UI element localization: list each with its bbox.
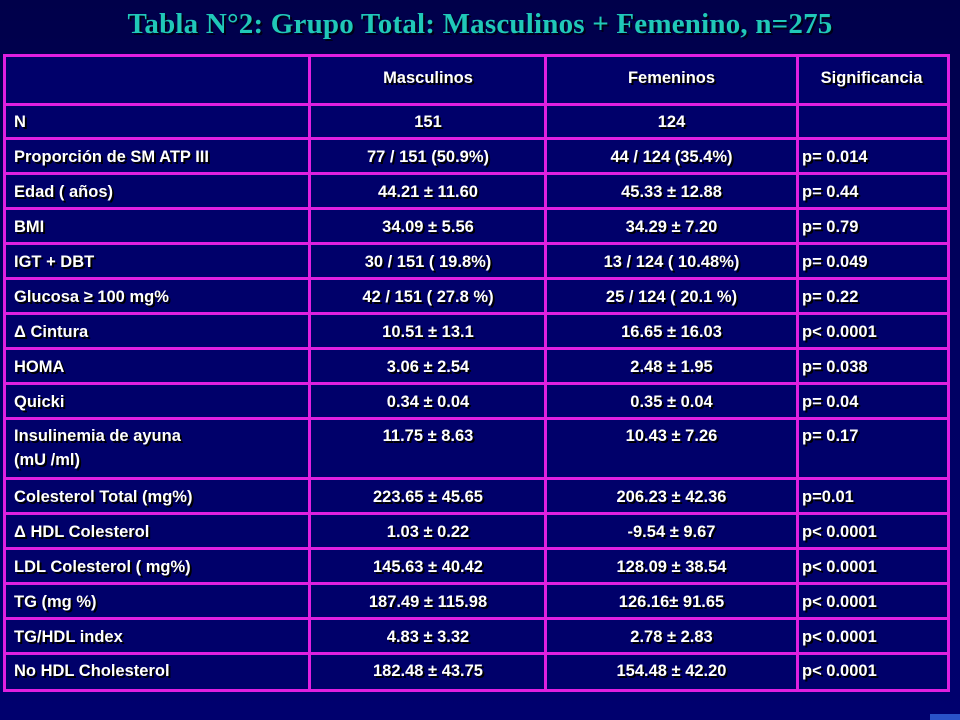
row-label: Edad ( años): [14, 183, 114, 201]
significance-cell: p= 0.014: [802, 148, 868, 166]
row-label: HOMA: [14, 358, 65, 376]
significance-cell: p< 0.0001: [802, 628, 877, 646]
table-cell: 151: [414, 113, 442, 131]
table-cell: 44.21 ± 11.60: [378, 183, 478, 201]
table-cell: 223.65 ± 45.65: [373, 488, 483, 506]
page-title: Tabla N°2: Grupo Total: Masculinos + Femenino, n=275: [127, 8, 833, 40]
table-cell: 2.78 ± 2.83: [630, 628, 713, 646]
significance-cell: p< 0.0001: [802, 593, 877, 611]
row-label: BMI: [14, 218, 45, 236]
row-label: Δ Cintura: [14, 323, 89, 341]
table-cell: 206.23 ± 42.36: [616, 488, 727, 506]
significance-cell: p=0.01: [802, 488, 854, 506]
table-hline: [6, 207, 947, 210]
table-cell: 4.83 ± 3.32: [386, 628, 470, 646]
significance-cell: p= 0.79: [802, 218, 859, 236]
table-hline: [6, 417, 947, 420]
significance-cell: p= 0.049: [802, 253, 868, 271]
table-cell: 124: [657, 113, 686, 131]
significance-cell: p= 0.44: [802, 183, 859, 201]
table-cell: 34.29 ± 7.20: [625, 218, 718, 236]
significance-cell: p< 0.0001: [802, 323, 877, 341]
table-hline: [6, 652, 947, 655]
table-cell: 25 / 124 ( 20.1 %): [605, 288, 738, 306]
table-cell: -9.54 ± 9.67: [627, 523, 716, 541]
table-cell: 44 / 124 (35.4%): [610, 148, 733, 166]
table-cell: 16.65 ± 16.03: [621, 323, 722, 341]
table-hline: [6, 617, 947, 620]
row-label: LDL Colesterol ( mg%): [14, 558, 191, 576]
table-cell: 13 / 124 ( 10.48%): [603, 253, 740, 271]
table-cell: 154.48 ± 42.20: [616, 662, 727, 680]
table-hline: [6, 312, 947, 315]
table-cell: 2.48 ± 1.95: [630, 358, 713, 376]
table-cell: 0.35 ± 0.04: [630, 393, 713, 411]
row-label: Δ HDL Colesterol: [14, 523, 150, 541]
row-label: Insulinemia de ayuna: [14, 427, 181, 445]
significance-cell: p< 0.0001: [802, 662, 877, 680]
significance-cell: p= 0.038: [802, 358, 868, 376]
corner-accent: [930, 714, 960, 720]
row-label: TG (mg %): [14, 593, 97, 611]
column-header: Significancia: [820, 69, 923, 87]
table-hline: [6, 172, 947, 175]
table-cell: 128.09 ± 38.54: [616, 558, 727, 576]
table-cell: 3.06 ± 2.54: [386, 358, 470, 376]
table-cell: 0.34 ± 0.04: [386, 393, 470, 411]
table-hline: [6, 547, 947, 550]
row-label: N: [14, 113, 26, 131]
row-label: Colesterol Total (mg%): [14, 488, 193, 506]
significance-cell: p= 0.04: [802, 393, 859, 411]
table-hline: [6, 382, 947, 385]
row-label: Quicki: [14, 393, 65, 411]
significance-cell: p= 0.17: [802, 427, 859, 445]
table-hline: [6, 103, 947, 106]
row-label: Glucosa ≥ 100 mg%: [14, 288, 169, 306]
column-header: Femeninos: [627, 69, 716, 87]
table-cell: 10.51 ± 13.1: [382, 323, 474, 341]
table-cell: 182.48 ± 43.75: [373, 662, 483, 680]
row-label: TG/HDL index: [14, 628, 123, 646]
significance-cell: p< 0.0001: [802, 558, 877, 576]
table-hline: [6, 477, 947, 480]
row-label: Proporción de SM ATP III: [14, 148, 209, 166]
table-cell: 42 / 151 ( 27.8 %): [362, 288, 494, 306]
table-cell: 34.09 ± 5.56: [382, 218, 474, 236]
significance-cell: p< 0.0001: [802, 523, 877, 541]
table-hline: [6, 137, 947, 140]
table-cell: 126.16± 91.65: [618, 593, 725, 611]
row-label-unit: (mU /ml): [14, 451, 80, 469]
table-hline: [6, 242, 947, 245]
table-cell: 145.63 ± 40.42: [373, 558, 483, 576]
table-cell: 1.03 ± 0.22: [386, 523, 470, 541]
table-cell: 77 / 151 (50.9%): [367, 148, 489, 166]
table-hline: [6, 512, 947, 515]
row-label: IGT + DBT: [14, 253, 95, 271]
row-label: No HDL Cholesterol: [14, 662, 170, 680]
table-hline: [6, 277, 947, 280]
significance-cell: p= 0.22: [802, 288, 859, 306]
table-cell: 30 / 151 ( 19.8%): [364, 253, 492, 271]
table-hline: [6, 582, 947, 585]
table-cell: 11.75 ± 8.63: [382, 427, 474, 445]
table-cell: 45.33 ± 12.88: [621, 183, 722, 201]
table-cell: 10.43 ± 7.26: [625, 427, 718, 445]
table-cell: 187.49 ± 115.98: [368, 593, 488, 611]
data-table: [3, 54, 950, 692]
column-header: Masculinos: [383, 69, 473, 87]
table-hline: [6, 347, 947, 350]
